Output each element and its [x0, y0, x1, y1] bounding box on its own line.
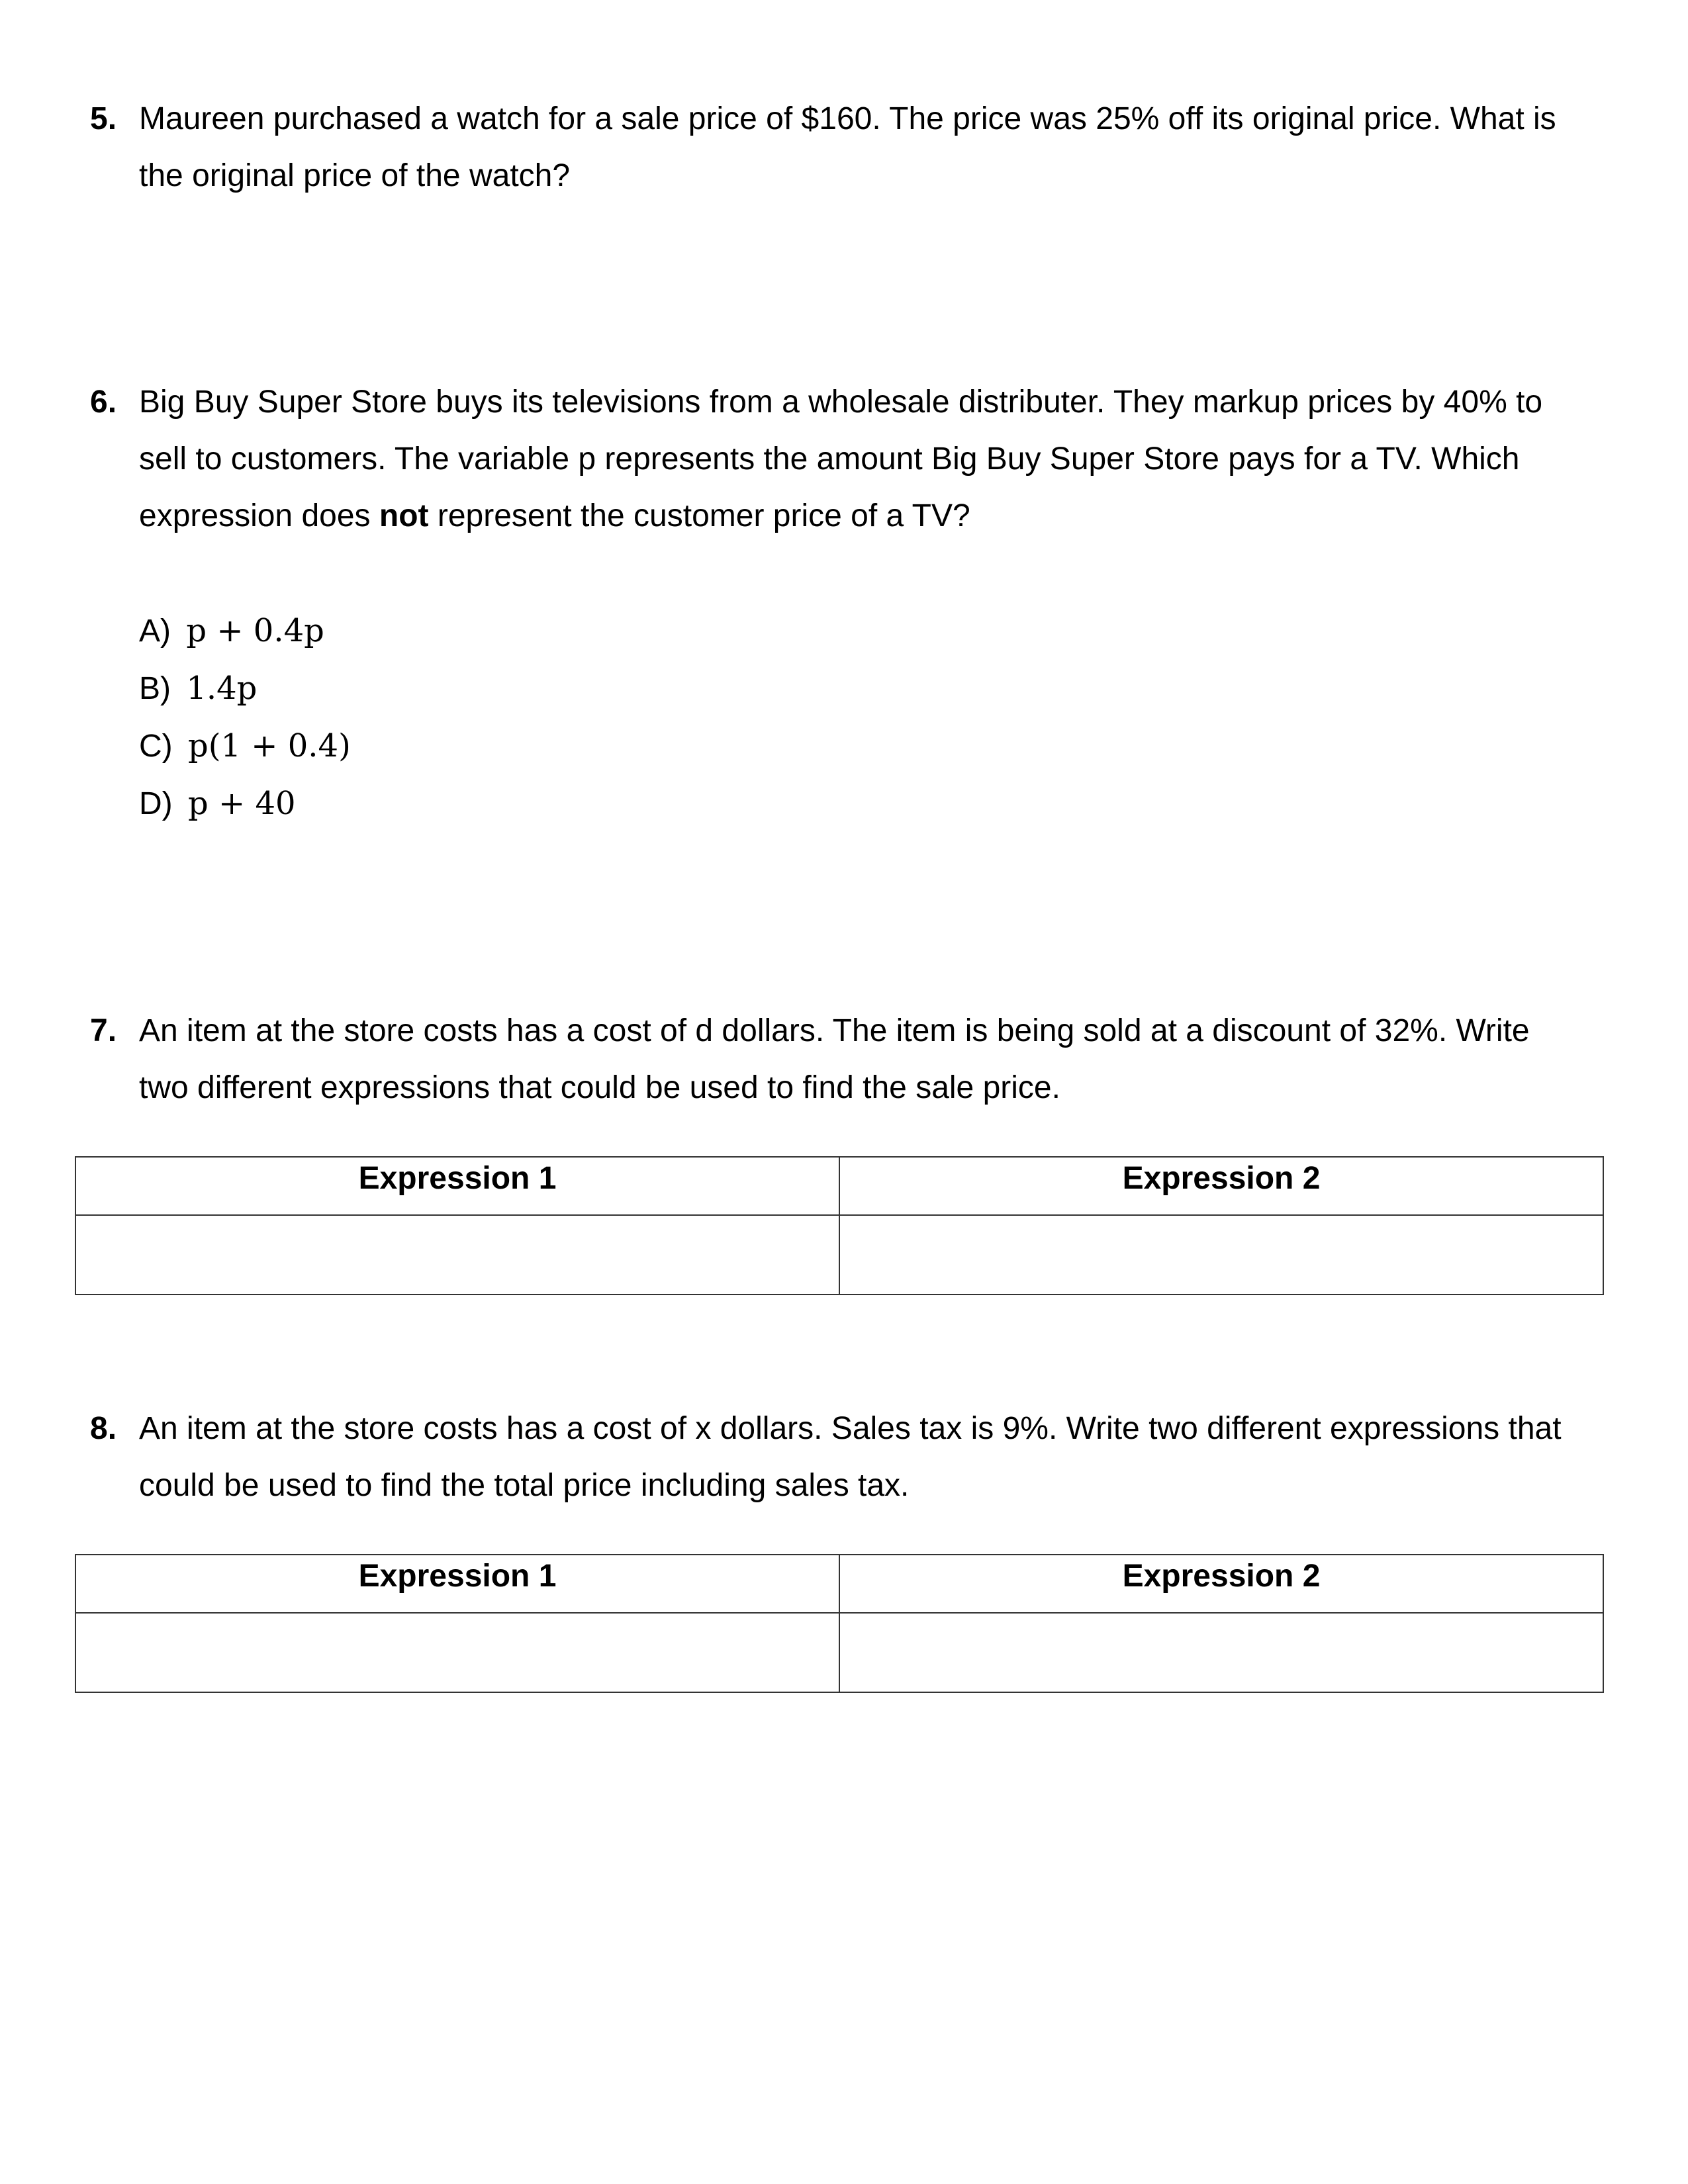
answer-cell-expression-1[interactable]	[75, 1613, 839, 1692]
choice-c	[139, 717, 351, 775]
text-fragment: expression does	[139, 498, 379, 533]
question-text-line: could be used to find the total price including sales tax.	[139, 1468, 910, 1503]
answer-cell-expression-1[interactable]	[75, 1215, 839, 1295]
question-number: 7.	[90, 1013, 117, 1048]
column-header-expression-2: Expression 2	[839, 1555, 1603, 1613]
question-text-line: the original price of the watch?	[139, 158, 571, 193]
question-text-line: Big Buy Super Store buys its televisions from a wholesale distributer. They markup prices by 40% to	[139, 385, 1543, 420]
choice-expression: p + 40	[188, 785, 296, 822]
choice-label: A)	[139, 614, 171, 649]
answer-choices	[139, 602, 351, 833]
question-text-line: An item at the store costs has a cost of x dollars. Sales tax is 9%. Write two different expressions that	[139, 1411, 1562, 1446]
answer-table-q7	[75, 1156, 1604, 1295]
answer-table-q8	[75, 1554, 1604, 1693]
question-5	[90, 91, 1556, 205]
answer-cell-expression-2[interactable]	[839, 1215, 1603, 1295]
choice-label: B)	[139, 671, 171, 706]
question-8	[90, 1400, 1562, 1514]
emphasis-not: not	[379, 498, 429, 533]
question-text-line: sell to customers. The variable p represents the amount Big Buy Super Store pays for a TV. Which	[139, 441, 1520, 477]
answer-cell-expression-2[interactable]	[839, 1613, 1603, 1692]
choice-a	[139, 602, 351, 660]
question-text-line: An item at the store costs has a cost of d dollars. The item is being sold at a discount of 32%. Write	[139, 1013, 1530, 1048]
question-number: 5.	[90, 101, 117, 136]
column-header-expression-1: Expression 1	[75, 1157, 839, 1215]
question-number: 6.	[90, 385, 117, 420]
choice-d	[139, 775, 351, 833]
choice-label: C)	[139, 729, 173, 764]
question-6	[90, 374, 1543, 545]
choice-expression: p(1 + 0.4)	[188, 727, 351, 764]
question-text-line	[139, 488, 1542, 545]
question-7	[90, 1003, 1530, 1116]
choice-b	[139, 660, 351, 717]
question-number: 8.	[90, 1411, 117, 1446]
text-fragment: represent the customer price of a TV?	[428, 498, 970, 533]
column-header-expression-2: Expression 2	[839, 1157, 1603, 1215]
question-text-line: two different expressions that could be used to find the sale price.	[139, 1070, 1060, 1105]
question-text-line: Maureen purchased a watch for a sale price of $160. The price was 25% off its original price. What is	[139, 101, 1556, 136]
choice-label: D)	[139, 786, 173, 821]
column-header-expression-1: Expression 1	[75, 1555, 839, 1613]
choice-expression: p + 0.4p	[186, 612, 324, 649]
choice-expression: 1.4p	[186, 670, 258, 707]
